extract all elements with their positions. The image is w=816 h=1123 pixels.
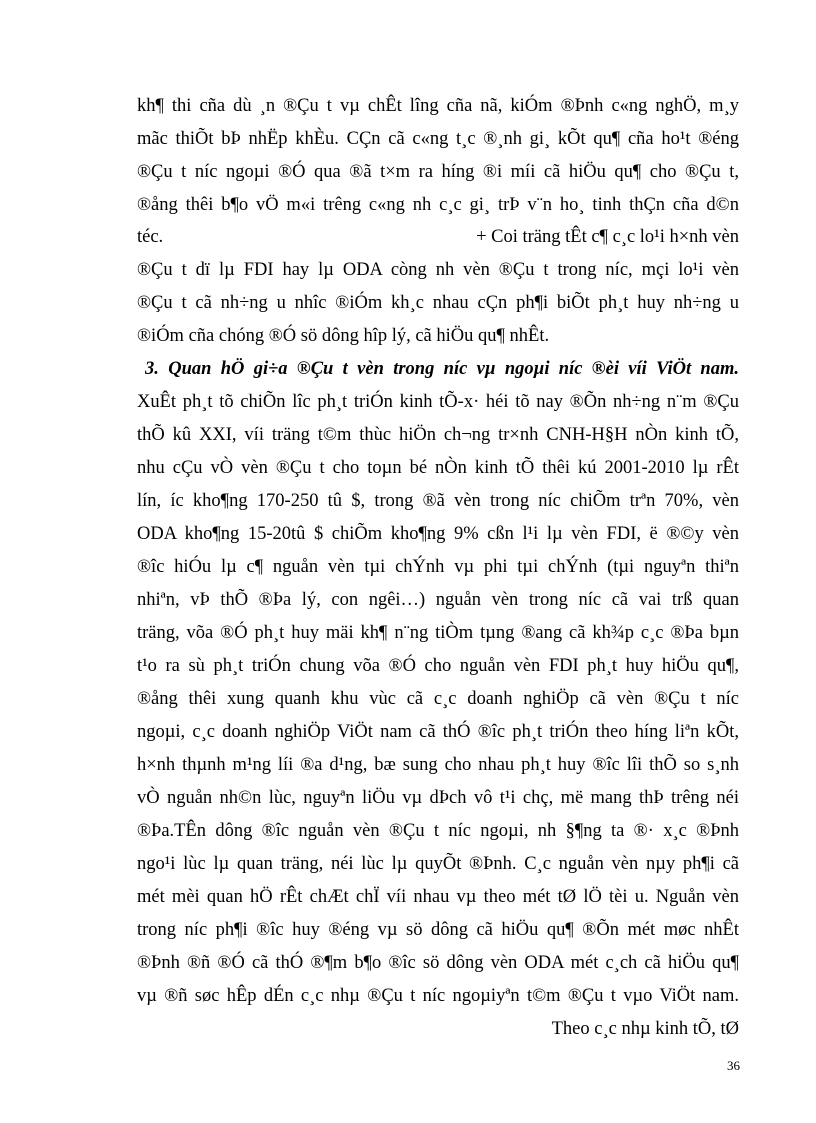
paragraph-line: ®Çu t níc ngoµi ®Ó qua ®ã t×m ra híng ®i míi cã hiÖu qu¶ cho ®Çu t,	[137, 162, 739, 182]
paragraph-line: téc.	[137, 227, 164, 247]
page-number: 36	[727, 1058, 740, 1073]
paragraph-line: thÕ kû XXI, víi träng t©m thùc hiÖn ch¬ng tr×nh CNH-H§H nÒn kinh tÕ,	[137, 425, 739, 445]
paragraph-line: ®Çu t dï lµ FDI hay lµ ODA còng nh vèn ®Çu t trong níc, mçi lo¹i vèn	[137, 260, 739, 280]
paragraph-line: ngoµi, c¸c doanh nghiÖp ViÖt nam cã thÓ ®îc ph¸t triÓn theo híng liªn kÕt,	[137, 722, 739, 742]
section-heading: 3. Quan hÖ gi÷a ®Çu t vèn trong níc vµ ngoµi níc ®èi víi ViÖt nam.	[145, 359, 739, 379]
paragraph-line: vÒ nguån nh©n lùc, nguyªn liÖu vµ dÞch vô t¹i chç, më mang thÞ trêng néi	[137, 788, 739, 808]
paragraph-line: h×nh thµnh m¹ng líi ®a d¹ng, bæ sung cho nhau ph¸t huy ®îc lîi thÕ so s¸nh	[137, 755, 739, 775]
paragraph-line: nhiªn, vÞ thÕ ®Þa lý, con ngêi…) nguån vèn trong níc cã vai trß quan	[137, 590, 739, 610]
paragraph-line: ngo¹i lùc lµ quan träng, néi lùc lµ quyÕt ®Þnh. C¸c nguån vèn nµy ph¶i cã	[137, 854, 739, 874]
paragraph-line: Theo c¸c nhµ kinh tÕ, tØ	[551, 1019, 739, 1039]
paragraph-line: t¹o ra sù ph¸t triÓn chung võa ®Ó cho nguån vèn FDI ph¸t huy hiÖu qu¶,	[137, 656, 739, 676]
paragraph-line: + Coi träng tÊt c¶ c¸c lo¹i h×nh vèn	[476, 227, 739, 247]
paragraph-line: träng, võa ®Ó ph¸t huy mäi kh¶ n¨ng tiÒm tµng ®ang cã kh¾p c¸c ®Þa bµn	[137, 623, 739, 643]
paragraph-line: mét mèi quan hÖ rÊt chÆt chÏ víi nhau vµ theo mét tØ lÖ tèi u. Nguån vèn	[137, 887, 739, 907]
paragraph-line: ®îc hiÓu lµ c¶ nguån vèn tµi chÝnh vµ phi tµi chÝnh (tµi nguyªn thiªn	[137, 557, 739, 577]
paragraph-line: trong níc ph¶i ®îc huy ®éng vµ sö dông cã hiÖu qu¶ ®Õn mét møc nhÊt	[137, 920, 739, 940]
paragraph-line: lín, íc kho¶ng 170-250 tû $, trong ®ã vèn trong níc chiÕm trªn 70%, vèn	[137, 491, 739, 511]
paragraph-line: XuÊt ph¸t tõ chiÕn lîc ph¸t triÓn kinh tÕ-x· héi tõ nay ®Õn nh÷ng n¨m ®Çu	[137, 392, 739, 412]
paragraph-line: nhu cÇu vÒ vèn ®Çu t cho toµn bé nÒn kinh tÕ thêi kú 2001-2010 lµ rÊt	[137, 458, 739, 478]
paragraph-line: vµ ®ñ søc hÊp dÉn c¸c nhµ ®Çu t níc ngoµiyªn t©m ®Çu t vµo ViÖt nam.	[137, 986, 739, 1006]
paragraph-line: kh¶ thi cña dù ¸n ®Çu t vµ chÊt lîng cña nã, kiÓm ®Þnh c«ng nghÖ, m¸y	[137, 96, 739, 116]
paragraph-line: ®Çu t cã nh÷ng u nhîc ®iÓm kh¸c nhau cÇn ph¶i biÕt ph¸t huy nh÷ng u	[137, 293, 739, 313]
paragraph-line: ®iÓm cña chóng ®Ó sö dông hîp lý, cã hiÖu qu¶ nhÊt.	[137, 326, 550, 346]
paragraph-line: ®ång thêi xung quanh khu vùc cã c¸c doanh nghiÖp cã vèn ®Çu t níc	[137, 689, 739, 709]
paragraph-line: ODA kho¶ng 15-20tû $ chiÕm kho¶ng 9% cßn l¹i lµ vèn FDI, ë ®©y vèn	[137, 524, 739, 544]
paragraph-line: ®Þa.TÊn dông ®îc nguån vèn ®Çu t níc ngoµi, nh §¶ng ta ®· x¸c ®Þnh	[137, 821, 739, 841]
paragraph-line: mãc thiÕt bÞ nhËp khÈu. CÇn cã c«ng t¸c ®¸nh gi¸ kÕt qu¶ cña ho¹t ®éng	[137, 129, 739, 149]
paragraph-line: ®ång thêi b¶o vÖ m«i trêng c«ng nh c¸c gi¸ trÞ v¨n ho¸ tinh thÇn cña d©n	[137, 195, 739, 215]
paragraph-line: ®Þnh ®ñ ®Ó cã thÓ ®¶m b¶o ®îc sö dông vèn ODA mét c¸ch cã hiÖu qu¶	[137, 953, 739, 973]
